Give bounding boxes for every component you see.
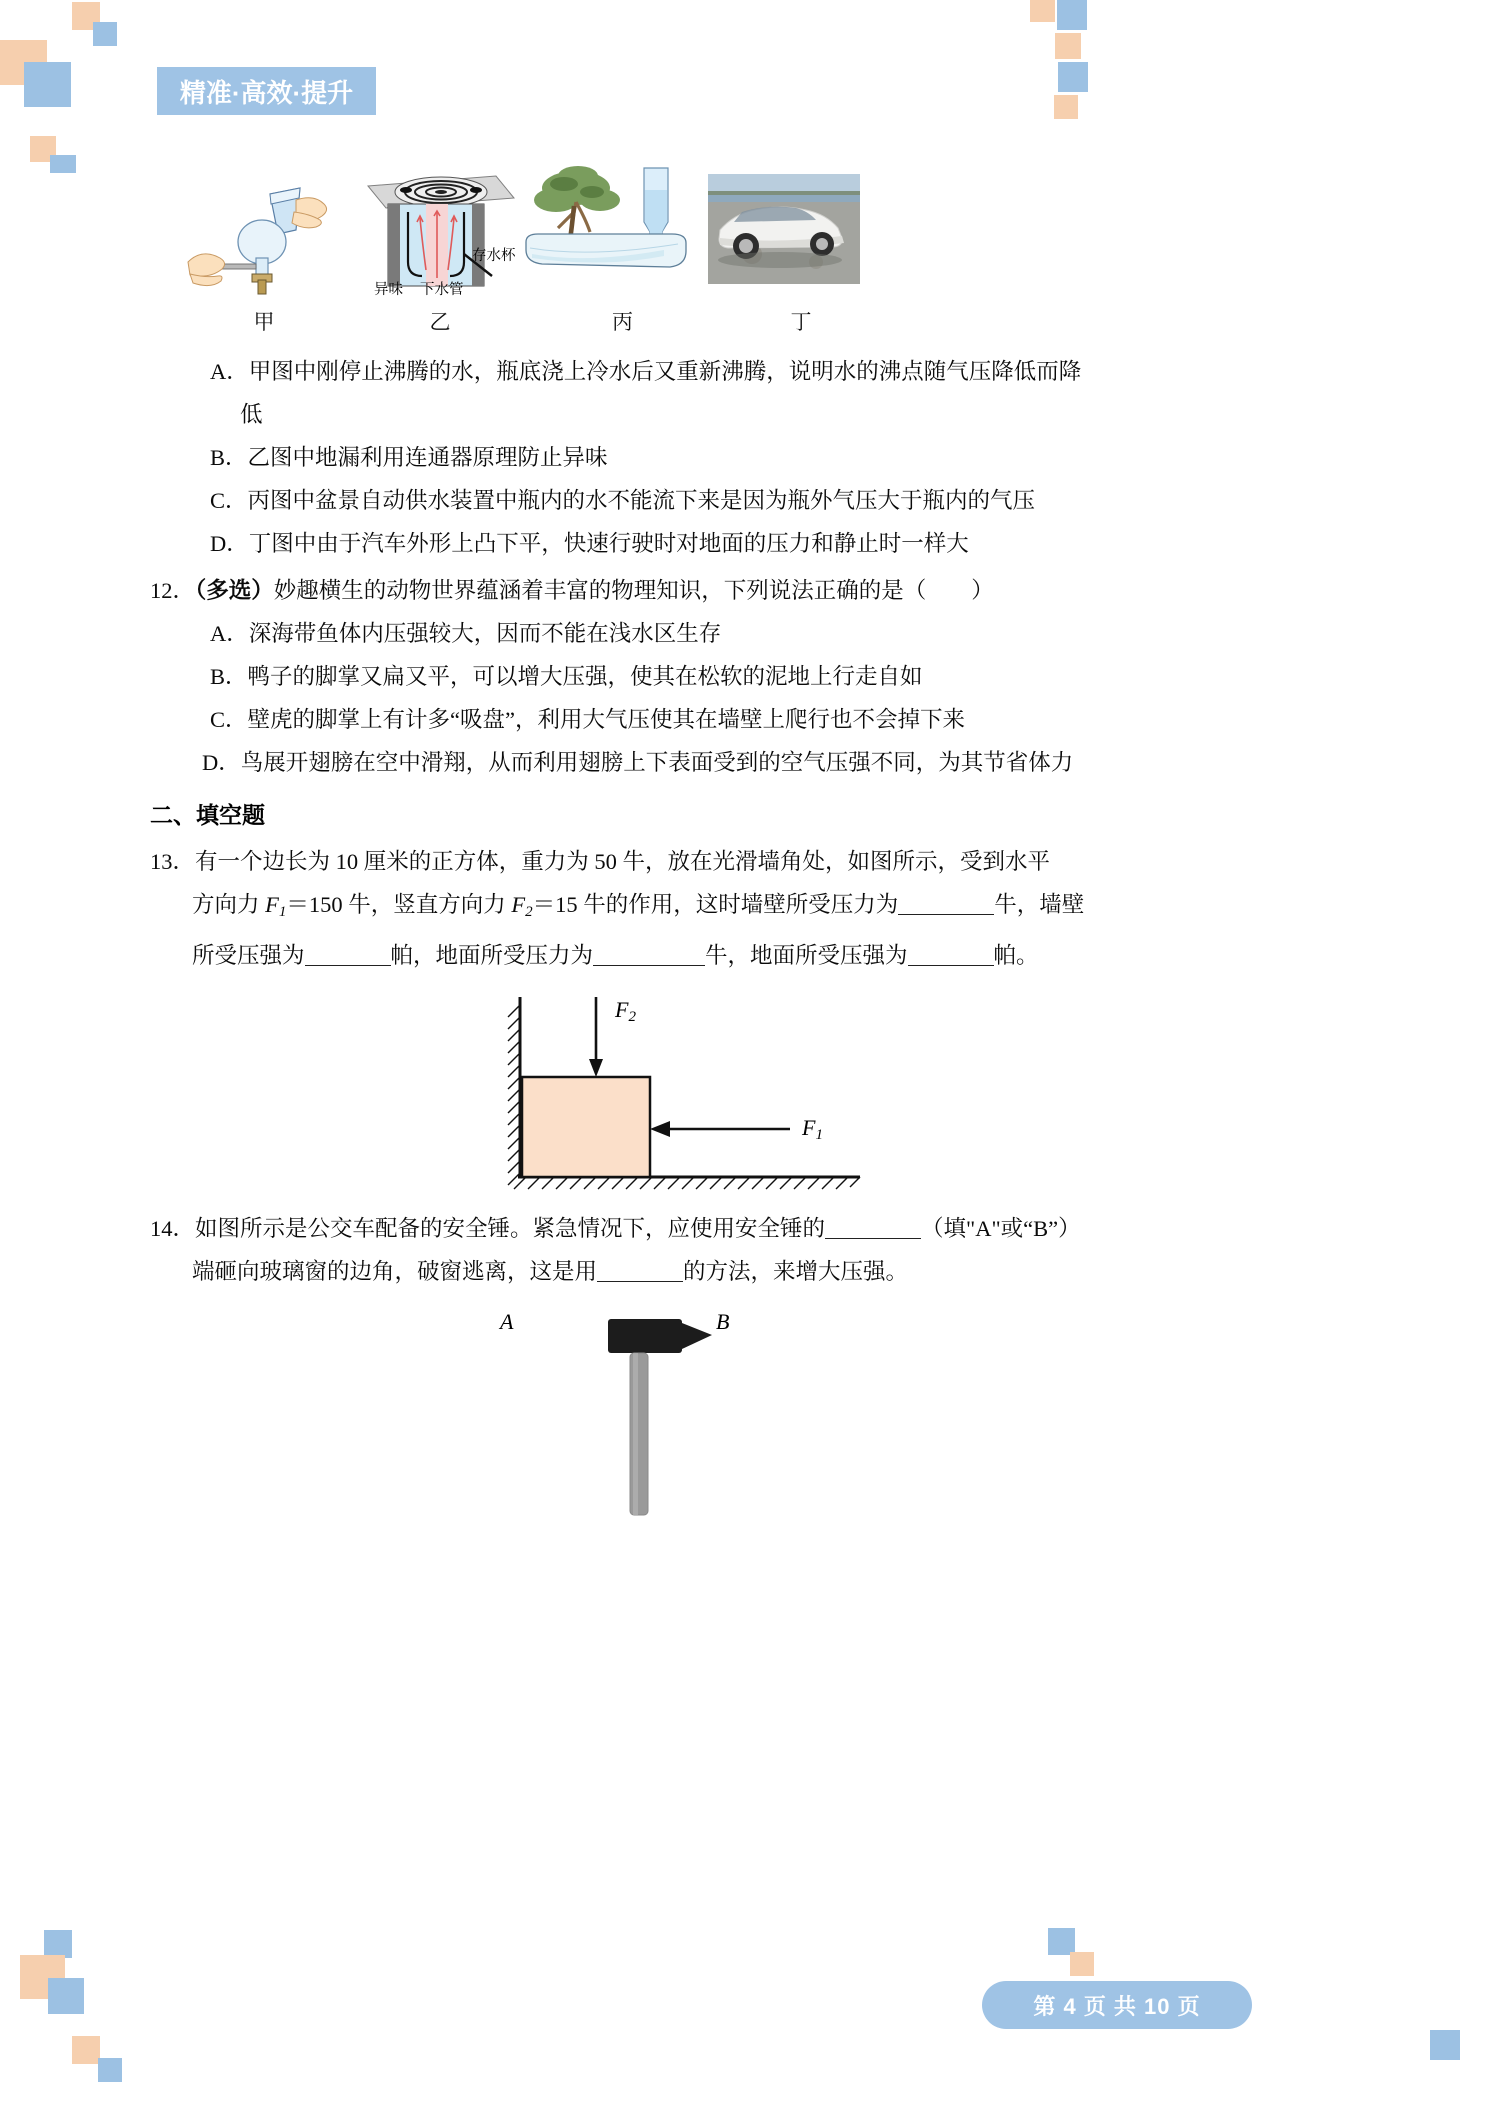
q13-line2-d: 牛，墙壁 — [994, 892, 1085, 917]
deco-square-blue-2 — [24, 62, 71, 107]
section-2-title: 二、填空题 — [150, 803, 265, 828]
q13-line1 — [150, 840, 1365, 883]
q13-blank-4[interactable] — [908, 943, 994, 966]
q14-line2-b: 的方法，来增大压强。 — [683, 1259, 909, 1284]
q13-line3-a: 所受压强为 — [192, 943, 305, 968]
q12-option-b — [210, 655, 1365, 698]
q11-option-b — [210, 436, 1365, 479]
q12-option-c-label: C． — [210, 707, 248, 732]
deco-square-peach-6 — [1054, 95, 1078, 119]
q11-option-d-text: 丁图中由于汽车外形上凸下平，快速行驶时对地面的压力和静止时一样大 — [248, 531, 969, 556]
q13-f2-subscript: 2 — [525, 904, 533, 920]
boiling-flask-illustration — [178, 150, 350, 300]
deco-square-blue-8 — [98, 2058, 122, 2082]
page-number-text: 第 4 页 共 10 页 — [1033, 1993, 1201, 2019]
bonsai-water-supply-illustration — [516, 150, 701, 300]
q14-line1-a: 如图所示是公交车配备的安全锤。紧急情况下，应使用安全锤的 — [195, 1216, 826, 1241]
q14-line1-b: （填"A"或“B”） — [921, 1216, 1081, 1241]
q11-option-a-cont-text: 低 — [240, 402, 263, 427]
q11-option-d — [210, 522, 1365, 565]
q12-option-d — [202, 741, 1365, 784]
header-banner — [157, 67, 376, 115]
figure-bing — [522, 150, 694, 300]
q11-option-a-text: 甲图中刚停止沸腾的水，瓶底浇上冷水后又重新沸腾，说明水的沸点随气压降低而降 — [248, 359, 1082, 384]
car-photo-illustration — [694, 150, 866, 300]
q13-force-top-label: $F_2$ — [615, 997, 636, 1025]
q13-blank-3[interactable] — [593, 943, 705, 966]
q14-label-a: A — [500, 1309, 514, 1334]
q13-blank-1[interactable] — [898, 892, 994, 915]
deco-square-peach-9 — [1070, 1952, 1094, 1976]
figure-jia — [178, 150, 350, 300]
deco-square-blue-9 — [1048, 1928, 1075, 1955]
q13-f1-symbol: F — [265, 892, 279, 917]
deco-square-peach-5 — [1055, 33, 1081, 59]
q13-figure-wrap — [150, 987, 1365, 1207]
q13-line2-b: ＝150 牛，竖直方向力 — [286, 892, 512, 917]
q11-option-c — [210, 479, 1365, 522]
q13-line3-d: 帕。 — [993, 943, 1039, 968]
figure-ding — [694, 150, 866, 300]
q13-line3-b: 帕，地面所受压力为 — [390, 943, 594, 968]
q13-f1-subscript: 1 — [278, 904, 287, 920]
q13-f2-symbol: F — [511, 892, 526, 917]
deco-square-blue-6 — [44, 1930, 72, 1958]
label-drain-pipe: 下水管 — [420, 282, 464, 298]
caption-bing: 丙 — [612, 310, 633, 334]
block-in-corner-diagram — [460, 987, 880, 1207]
q14-blank-1[interactable] — [825, 1216, 921, 1239]
deco-square-peach-4 — [1030, 0, 1055, 22]
q14-line1 — [150, 1207, 1365, 1250]
document-content — [150, 150, 1365, 1531]
figure-caption-row — [178, 300, 1365, 336]
deco-square-peach-8 — [72, 2036, 100, 2064]
q13-line3 — [192, 934, 1365, 977]
q12-stem-text: 妙趣横生的动物世界蕴涵着丰富的物理知识，下列说法正确的是（ ） — [273, 578, 994, 603]
q13-number: 13． — [150, 849, 196, 874]
q12-option-c — [210, 698, 1365, 741]
q14-line2-a: 端砸向玻璃窗的边角，破窗逃离，这是用 — [192, 1259, 598, 1284]
q11-option-b-label: B． — [210, 445, 248, 470]
deco-square-blue-1 — [93, 22, 117, 46]
deco-square-blue-5 — [1058, 62, 1088, 92]
q14-figure-wrap — [150, 1301, 1365, 1531]
deco-square-blue-3 — [50, 155, 76, 173]
q14-blank-2[interactable] — [597, 1259, 683, 1282]
deco-square-blue-7 — [48, 1978, 84, 2014]
q12-number: 12． — [150, 578, 196, 603]
q13-blank-2[interactable] — [305, 943, 391, 966]
q14-line2 — [192, 1250, 1365, 1293]
caption-yi: 乙 — [429, 310, 451, 334]
q11-option-d-label: D． — [210, 531, 249, 556]
q12-tag: （多选） — [195, 578, 274, 603]
caption-ding: 丁 — [790, 310, 812, 334]
q13-line1-text: 有一个边长为 10 厘米的正方体，重力为 50 牛，放在光滑墙角处，如图所示，受到水平 — [195, 849, 1051, 874]
q11-option-c-text: 丙图中盆景自动供水装置中瓶内的水不能流下来是因为瓶外气压大于瓶内的气压 — [247, 488, 1036, 513]
q12-option-a-text: 深海带鱼体内压强较大，因而不能在浅水区生存 — [248, 621, 722, 646]
safety-hammer-diagram — [520, 1301, 820, 1531]
q11-option-a-label: A． — [210, 359, 249, 384]
figure-yi — [350, 150, 522, 300]
q13-line2-c: ＝15 牛的作用，这时墙壁所受压力为 — [532, 892, 899, 917]
deco-square-blue-4 — [1057, 0, 1087, 30]
figure-row — [178, 150, 1365, 300]
q12-option-c-text: 壁虎的脚掌上有计多“吸盘”，利用大气压使其在墙壁上爬行也不会掉下来 — [247, 707, 965, 732]
header-banner-text: 精准·高效·提升 — [179, 77, 354, 108]
q14-number: 14． — [150, 1216, 196, 1241]
label-water-cup: 存水杯 — [472, 248, 516, 264]
q14-label-b: B — [716, 1309, 730, 1334]
q11-option-a — [210, 350, 1365, 393]
q11-option-b-text: 乙图中地漏利用连通器原理防止异味 — [247, 445, 608, 470]
q11-option-c-label: C． — [210, 488, 248, 513]
q12-option-a — [210, 612, 1365, 655]
q13-line2-a: 方向力 — [192, 892, 266, 917]
page-footer — [982, 1981, 1252, 2029]
q13-force-side-label: $F_1$ — [802, 1115, 823, 1143]
q11-option-a-cont — [240, 393, 1365, 436]
q12-option-b-label: B． — [210, 664, 248, 689]
q12-option-a-label: A． — [210, 621, 249, 646]
q12-option-d-label: D． — [202, 750, 241, 775]
q12-option-b-text: 鸭子的脚掌又扁又平，可以增大压强，使其在松软的泥地上行走自如 — [247, 664, 923, 689]
caption-jia: 甲 — [253, 310, 275, 334]
q13-line3-c: 牛，地面所受压强为 — [705, 943, 908, 968]
label-odor: 异味 — [374, 282, 403, 298]
q13-line2 — [192, 883, 1365, 934]
deco-square-blue-10 — [1430, 2030, 1460, 2060]
q12-stem — [150, 569, 1365, 612]
q12-option-d-text: 鸟展开翅膀在空中滑翔，从而利用翅膀上下表面受到的空气压强不同，为其节省体力 — [240, 750, 1074, 775]
